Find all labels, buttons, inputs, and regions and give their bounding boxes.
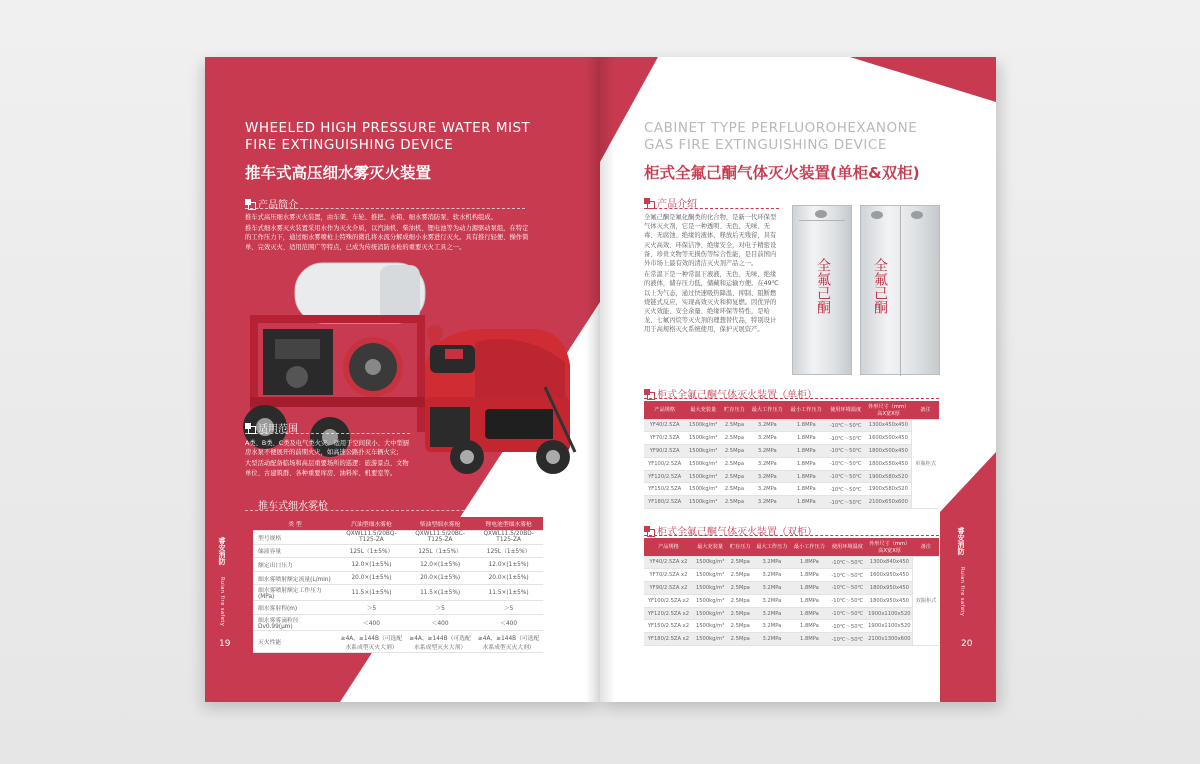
table-cell: -10℃～50℃ <box>828 607 866 620</box>
table-cell: 11.5×(1±5%) <box>406 585 474 601</box>
table-cell: 2.5Mpa <box>727 620 753 633</box>
table-row <box>644 470 939 483</box>
table-cell: 3.2MPa <box>753 569 791 582</box>
table-row <box>644 556 939 569</box>
table-cell: 1.8MPa <box>791 594 829 607</box>
table-cell: 1600x950x450 <box>867 569 913 582</box>
table-cell: YF40/2.5ZA <box>644 419 685 432</box>
table-cell: QXWL11.5/20BC-T125-ZA <box>406 531 474 545</box>
right-single-heading: 柜式全氟己酮气体灭火装置（单柜） <box>644 386 817 401</box>
left-gun-heading: 推车式细水雾枪 <box>245 497 328 512</box>
table-cell: 1500kg/m³ <box>693 633 727 646</box>
table-cell: 1.8MPa <box>787 483 826 496</box>
table-cell: 2.5Mpa <box>727 633 753 646</box>
table-cell: 1600x500x450 <box>866 432 912 445</box>
table-cell: -10℃～50℃ <box>826 457 866 470</box>
table-cell: 12.0×(1±5%) <box>406 558 474 572</box>
table-cell: 1.8MPa <box>787 457 826 470</box>
table-row <box>644 445 939 458</box>
table-cell: YF70/2.5ZA <box>644 432 685 445</box>
table-row <box>644 432 939 445</box>
double-cabinet-photo <box>860 205 940 375</box>
table-cell: YF120/2.5ZA <box>644 470 685 483</box>
table-cell: 3.2MPa <box>748 432 787 445</box>
table-cell: 1500kg/m³ <box>693 620 727 633</box>
table-header-cell: 最小工作压力 <box>791 538 829 556</box>
table-header-row <box>253 517 543 531</box>
table-row <box>644 633 939 646</box>
table-cell: 20.0×(1±5%) <box>337 571 406 585</box>
table-cell: 3.2MPa <box>753 633 791 646</box>
right-intro-heading: 产品介绍 <box>644 195 697 210</box>
table-cell: -10℃～50℃ <box>828 620 866 633</box>
section-marker-icon <box>644 526 653 535</box>
table-cell: ＜400 <box>474 615 543 631</box>
table-cell: 11.5×(1±5%) <box>337 585 406 601</box>
table-cell: YF150/2.5ZA <box>644 483 685 496</box>
table-cell: 2.5Mpa <box>727 607 753 620</box>
gauge-icon <box>871 211 883 219</box>
table-cell: 1.8MPa <box>791 633 829 646</box>
table-cell: 3.2MPa <box>753 582 791 595</box>
table-row <box>253 558 543 572</box>
table-cell: 125L（1±5%） <box>337 544 406 558</box>
table-row <box>253 585 543 601</box>
table-cell: 2.5Mpa <box>727 582 753 595</box>
table-cell: ≥4A、≥144B（可选配水系成型灭火大剂） <box>406 631 474 653</box>
table-cell: 2100x650x600 <box>866 496 912 509</box>
table-cell: 1800x950x450 <box>867 582 913 595</box>
table-row <box>644 569 939 582</box>
table-cell: 2.5Mpa <box>727 594 753 607</box>
section-marker-icon <box>245 199 254 208</box>
table-cell: 1900x580x520 <box>866 483 912 496</box>
right-title-en-line1: CABINET TYPE PERFLUOROHEXANONE <box>644 120 918 136</box>
table-cell: 1500kg/m³ <box>693 607 727 620</box>
table-header-cell: 最大工作压力 <box>753 538 791 556</box>
table-cell: ＜400 <box>406 615 474 631</box>
table-cell: ≥4A、≥144B（可选配水系成型灭火大剂） <box>474 631 543 653</box>
table-cell: -10℃～50℃ <box>828 633 866 646</box>
table-cell: 1.8MPa <box>791 620 829 633</box>
table-cell: -10℃～50℃ <box>826 419 866 432</box>
table-cell: 1.8MPa <box>787 445 826 458</box>
table-cell: 125L（1±5%） <box>406 544 474 558</box>
table-cell: 1500kg/m³ <box>685 445 721 458</box>
table-cell: 1.8MPa <box>791 569 829 582</box>
table-cell: 2.5Mpa <box>721 483 748 496</box>
right-page-number: 20 <box>961 639 973 649</box>
table-header-cell: 最大工作压力 <box>748 401 787 419</box>
table-cell: 3.2MPa <box>748 483 787 496</box>
left-scope-heading: 适用范围 <box>245 420 298 435</box>
table-row <box>253 601 543 615</box>
table-row <box>644 483 939 496</box>
table-header-cell: 备注 <box>913 538 939 556</box>
table-cell: 2.5Mpa <box>721 470 748 483</box>
table-cell: -10℃～50℃ <box>828 582 866 595</box>
table-row <box>644 594 939 607</box>
left-side-brand: 睿安消防 <box>218 537 226 565</box>
table-cell: ＜400 <box>337 615 406 631</box>
double-cabinet-label: 全氟己酮 <box>872 258 888 314</box>
table-cell: YF180/2.5ZA <box>644 496 685 509</box>
section-marker-icon <box>245 500 254 509</box>
table-cell: 储液容量 <box>253 544 337 558</box>
table-cell: 1300x840x450 <box>867 556 913 569</box>
table-cell: 1500kg/m³ <box>685 419 721 432</box>
right-title-en-line2: GAS FIRE EXTINGUISHING DEVICE <box>644 137 887 153</box>
table-cell: 2.5Mpa <box>721 496 748 509</box>
table-cell: -10℃～50℃ <box>826 470 866 483</box>
table-header-cell: 备注 <box>912 401 939 419</box>
table-header-cell: 外形尺寸（mm）高X宽X厚 <box>867 538 913 556</box>
table-cell: -10℃～50℃ <box>828 594 866 607</box>
table-cell: YF180/2.5ZA x2 <box>644 633 693 646</box>
table-cell: 细水雾喷射额定工作压力(MPa) <box>253 585 337 601</box>
table-row <box>253 544 543 558</box>
right-double-divider <box>644 535 939 536</box>
table-row <box>644 620 939 633</box>
right-title-cn: 柜式全氟己酮气体灭火装置(单柜&双柜) <box>644 164 920 182</box>
table-cell: 1.8MPa <box>791 607 829 620</box>
table-cell: YF150/2.5ZA x2 <box>644 620 693 633</box>
table-cell: 额定出口压力 <box>253 558 337 572</box>
table-header-row <box>644 538 939 556</box>
left-intro-divider <box>245 208 525 209</box>
table-cell: 1.8MPa <box>787 496 826 509</box>
left-gun-divider <box>245 510 545 511</box>
table-cell: 2.5Mpa <box>721 445 748 458</box>
table-cell: 1.8MPa <box>791 582 829 595</box>
table-cell: 2.5Mpa <box>721 419 748 432</box>
table-cell: QXWL11.5/20BQ-T125-ZA <box>337 531 406 545</box>
table-header-cell: 柴油型细水雾枪 <box>406 517 474 531</box>
table-cell: YF90/2.5ZA x2 <box>644 582 693 595</box>
table-cell: 1500kg/m³ <box>685 470 721 483</box>
table-row <box>253 531 543 545</box>
single-cabinet-label: 全氟己酮 <box>815 258 831 314</box>
table-cell: YF70/2.5ZA x2 <box>644 569 693 582</box>
gauge-icon <box>911 211 923 219</box>
table-header-cell: 贮存压力 <box>721 401 748 419</box>
table-cell: 1500kg/m³ <box>685 496 721 509</box>
table-cell: YF90/2.5ZA <box>644 445 685 458</box>
table-header-cell: 最大充装量 <box>693 538 727 556</box>
table-cell: 2.5Mpa <box>727 556 753 569</box>
single-table-body <box>644 419 939 509</box>
table-cell: YF100/2.5ZA <box>644 457 685 470</box>
table-cell: -10℃～50℃ <box>826 483 866 496</box>
table-header-cell: 汽油型细水雾枪 <box>337 517 406 531</box>
right-side-en: Ruian fire safety <box>959 567 965 617</box>
section-marker-icon <box>245 423 254 432</box>
single-cabinet-table <box>644 401 939 509</box>
table-cell: 细水雾喷射额定流量(L/min) <box>253 571 337 585</box>
right-double-heading: 柜式全氟己酮气体灭火装置（双柜） <box>644 523 817 538</box>
table-cell: 1800x550x450 <box>866 457 912 470</box>
right-intro-text: 全氟己酮是氟化酮类的化合物，是新一代环保型气体灭火剂，它是一种透明、无色、无味、无毒、无腐蚀、绝缘的液体，释放后无残留，具有灭火高效、环保洁净、绝缘安全，对电子精密设备、珍贵文物等无损伤等综合性能，是目前国内外市场上最有效的清洁灭火剂产品之一。 在常温下是一种常温下液液，无色、无味、绝缘的液体，储存压力低，储藏和运输方便。在49℃以上为气态，通过快速吸热降温、抑制、阻断燃烧链式反应，实现高效灭火和抑复燃。因优异的灭火效能、安全余量、绝缘环保等特性，是哈龙、七氟丙烷等灭火剂的理想替代品，特别设计用于高规格灭火系统使用，保护灭展资产。 <box>644 214 779 334</box>
section-marker-icon <box>644 389 653 398</box>
table-cell: 1500kg/m³ <box>685 432 721 445</box>
table-cell: 1900x1100x520 <box>867 607 913 620</box>
double-table-body <box>644 556 939 646</box>
table-cell: -10℃～50℃ <box>828 569 866 582</box>
left-title-cn: 推车式高压细水雾灭火装置 <box>245 164 432 182</box>
table-cell: 1500kg/m³ <box>693 569 727 582</box>
table-cell: 1.8MPa <box>787 470 826 483</box>
table-cell: ＞5 <box>406 601 474 615</box>
table-cell: YF120/2.5ZA x2 <box>644 607 693 620</box>
table-cell: 11.5×(1±5%) <box>474 585 543 601</box>
table-cell: 1500kg/m³ <box>693 582 727 595</box>
table-cell: 灭火性能 <box>253 631 337 653</box>
table-cell: 1300x450x450 <box>866 419 912 432</box>
table-cell: 3.2MPa <box>748 445 787 458</box>
left-title-en <box>245 120 530 154</box>
table-cell: 细水雾射程(m) <box>253 601 337 615</box>
table-cell: 1900x1100x520 <box>867 620 913 633</box>
table-cell: ＞5 <box>337 601 406 615</box>
left-side-en: Ruian fire safety <box>219 577 225 627</box>
right-side-brand: 睿安消防 <box>957 527 965 555</box>
table-cell: 2.5Mpa <box>721 457 748 470</box>
table-row <box>644 582 939 595</box>
right-single-divider <box>644 398 939 399</box>
table-cell: 3.2MPa <box>753 594 791 607</box>
gauge-icon <box>815 210 827 218</box>
table-cell: 细水雾雾滴粒径 Dv0.99(μm) <box>253 615 337 631</box>
table-header-cell: 类 型 <box>253 517 337 531</box>
left-page <box>205 57 600 702</box>
table-header-cell: 使用环境温度 <box>828 538 866 556</box>
table-cell: 1800x950x450 <box>867 594 913 607</box>
table-cell: 型号规格 <box>253 531 337 545</box>
table-cell: 1.8MPa <box>787 419 826 432</box>
table-cell: 1500kg/m³ <box>685 483 721 496</box>
table-cell: ＞5 <box>474 601 543 615</box>
table-cell: 3.2MPa <box>748 419 787 432</box>
table-cell: 3.2MPa <box>748 457 787 470</box>
left-scope-text: A类、B类、C类及电气类火灾。适用于空间狭小、大中型厨房水泵不便展开的前期火灾，如高速公路扑灭车辆火灾； 大型活动配备临场和高层重要场所的巡逻：旅游景点、文物单位、古建筑群、各种重要库房、油料库、机要室等。 <box>245 440 410 477</box>
table-header-row <box>644 401 939 419</box>
table-cell: 2.5Mpa <box>721 432 748 445</box>
table-cell: 1.8MPa <box>791 556 829 569</box>
table-cell: 1500kg/m³ <box>693 556 727 569</box>
right-title-en <box>644 120 917 154</box>
table-row <box>253 571 543 585</box>
table-cell: QXWL11.5/20BD-T125-ZA <box>474 531 543 545</box>
table-cell: 1500kg/m³ <box>693 594 727 607</box>
table-cell: 12.0×(1±5%) <box>474 558 543 572</box>
table-cell: 12.0×(1±5%) <box>337 558 406 572</box>
table-cell: 20.0×(1±5%) <box>406 571 474 585</box>
table-cell: 3.2MPa <box>753 607 791 620</box>
table-row <box>644 419 939 432</box>
table-cell: 1.8MPa <box>787 432 826 445</box>
table-cell: 1500kg/m³ <box>685 457 721 470</box>
table-cell: -10℃～50℃ <box>826 496 866 509</box>
table-row <box>644 607 939 620</box>
table-cell: 3.2MPa <box>748 470 787 483</box>
table-row <box>253 631 543 653</box>
table-header-cell: 使用环境温度 <box>826 401 866 419</box>
table-note-cell: 双瓶柜式 <box>913 556 939 646</box>
right-page <box>600 57 996 702</box>
table-cell: 1900x580x520 <box>866 470 912 483</box>
table-row <box>644 457 939 470</box>
left-spec-table <box>253 517 543 653</box>
table-cell: 3.2MPa <box>753 556 791 569</box>
table-row <box>253 615 543 631</box>
table-header-cell: 最小工作压力 <box>787 401 826 419</box>
single-cabinet-photo <box>792 205 852 375</box>
table-header-cell: 贮存压力 <box>727 538 753 556</box>
left-title-en-line1: WHEELED HIGH PRESSURE WATER MIST <box>245 120 531 136</box>
table-header-cell: 锂电池型细水雾枪 <box>474 517 543 531</box>
right-intro-divider <box>644 208 779 209</box>
table-cell: -10℃～50℃ <box>826 432 866 445</box>
table-cell: 2.5Mpa <box>727 569 753 582</box>
table-note-cell: 单瓶柜式 <box>912 419 939 509</box>
left-intro-heading: 产品简介 <box>245 196 298 211</box>
table-header-cell: 产品规格 <box>644 401 685 419</box>
table-row <box>644 496 939 509</box>
double-cabinet-table <box>644 538 939 646</box>
table-header-cell: 最大充装量 <box>685 401 721 419</box>
left-page-number: 19 <box>219 639 231 649</box>
section-marker-icon <box>644 198 653 207</box>
left-title-en-line2: FIRE EXTINGUISHING DEVICE <box>245 137 454 153</box>
table-cell: ≥4A、≥144B（可选配水系成型灭火大剂） <box>337 631 406 653</box>
table-cell: 3.2MPa <box>748 496 787 509</box>
table-cell: -10℃～50℃ <box>828 556 866 569</box>
table-header-cell: 产品规格 <box>644 538 693 556</box>
table-cell: 20.0×(1±5%) <box>474 571 543 585</box>
table-cell: YF100/2.5ZA x2 <box>644 594 693 607</box>
left-intro-text: 推车式高压细水雾灭火装置，由车架、车轮、推把、水箱、细水雾消防泵、软水机构组成。 推车式细水雾灭火装置采用水作为灭火介质，以汽油机、柴油机、锂电池等为动力源驱动泵组，在特定的工作压力下，通过细水雾喷枪上特殊的微孔将水流分解成细小水雾进行灭火。具有推行轻便、操作简单、完效灭火、适用范围广等特点，已成为传统消防水枪的重要灭火工具之一。 <box>245 214 529 251</box>
table-cell: 1800x500x450 <box>866 445 912 458</box>
table-header-cell: 外形尺寸（mm）高X宽X厚 <box>866 401 912 419</box>
table-cell: 3.2MPa <box>753 620 791 633</box>
table-cell: 2100x1300x600 <box>867 633 913 646</box>
table-cell: 125L（1±5%） <box>474 544 543 558</box>
table-cell: -10℃～50℃ <box>826 445 866 458</box>
table-cell: YF40/2.5ZA x2 <box>644 556 693 569</box>
left-scope-divider <box>245 433 410 434</box>
